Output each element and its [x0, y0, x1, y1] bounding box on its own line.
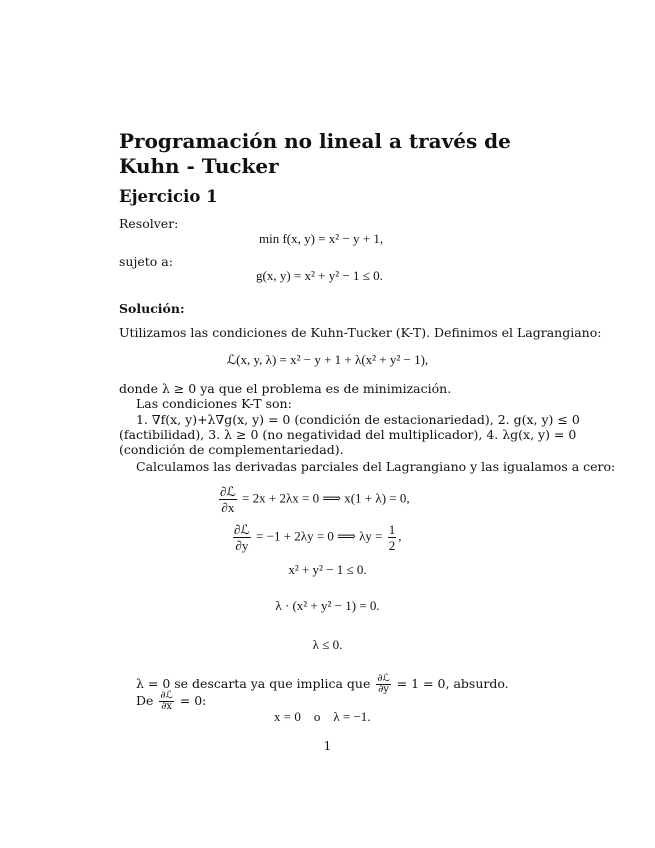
exercise-heading: Ejercicio 1 [119, 187, 218, 206]
page-number: 1 [323, 739, 332, 753]
document-title: Programación no lineal a través de Kuhn - Tucker [119, 129, 511, 178]
solution-heading: Solución: [119, 301, 185, 316]
constraint-equation: g(x, y) = x² + y² − 1 ≤ 0. [256, 268, 383, 283]
multiplier-sign-equation: λ ≤ 0. [312, 637, 343, 652]
intro-paragraph: Utilizamos las condiciones de Kuhn-Tucker (K-T). Definimos el Lagrangiano: [119, 325, 602, 340]
partial-y-equation: $\frac{\text{∂ℒ}}{\partial y}$ = −1 + 2λy = 0 ⟹ λy = $\frac{1}{2}$ , [234, 522, 402, 553]
partial-x-equation: $\frac{\text{∂ℒ}}{\partial x}$ = 2x + 2λx = 0 ⟹ x(1 + λ) = 0, [220, 484, 410, 515]
from-fraction: $\frac{\text{∂ℒ}}{\partial x}$ [160, 690, 173, 712]
note-minimization: donde λ ≥ 0 ya que el problema es de minimización. [119, 381, 452, 396]
kt-conditions-line-3: (condición de complementariedad). [119, 442, 344, 457]
lagrangian-equation: ℒ(x, y, λ) = x² − y + 1 + λ(x² + y² − 1), [226, 352, 429, 367]
partial-x-fraction: $\frac{\text{∂ℒ}}{\partial x}$ [220, 484, 236, 515]
complementarity-equation: λ · (x² + y² − 1) = 0. [275, 598, 380, 613]
kt-conditions-line-2: (factibilidad), 3. λ ≥ 0 (no negatividad del multiplicador), 4. λg(x, y) = 0 [119, 427, 577, 442]
partial-y-fraction: $\frac{\text{∂ℒ}}{\partial y}$ [234, 522, 250, 553]
resolve-label: Resolver: [119, 216, 179, 231]
cases-equation: x = 0 o λ = −1. [274, 709, 371, 724]
one-half-fraction: $\frac{1}{2}$ [388, 522, 396, 553]
partials-intro: Calculamos las derivadas parciales del Lagrangiano y las igualamos a cero: [136, 459, 616, 474]
kt-intro: Las condiciones K-T son: [136, 396, 292, 411]
discard-lambda-zero: λ = 0 se descarta ya que implica que $\frac{\text{∂ℒ}}{\partial y}$ = 1 = 0, absurdo. [136, 673, 509, 695]
feasibility-equation: x² + y² − 1 ≤ 0. [288, 562, 367, 577]
kt-conditions-line-1: 1. ∇f(x, y)+λ∇g(x, y) = 0 (condición de estacionariedad), 2. g(x, y) ≤ 0 [136, 412, 580, 427]
discard-fraction: $\frac{\text{∂ℒ}}{\partial y}$ [377, 673, 390, 695]
subject-to-label: sujeto a: [119, 254, 173, 269]
objective-equation: min f(x, y) = x² − y + 1, [259, 231, 384, 246]
from-partial-x: De $\frac{\text{∂ℒ}}{\partial x}$ = 0: [136, 690, 207, 712]
